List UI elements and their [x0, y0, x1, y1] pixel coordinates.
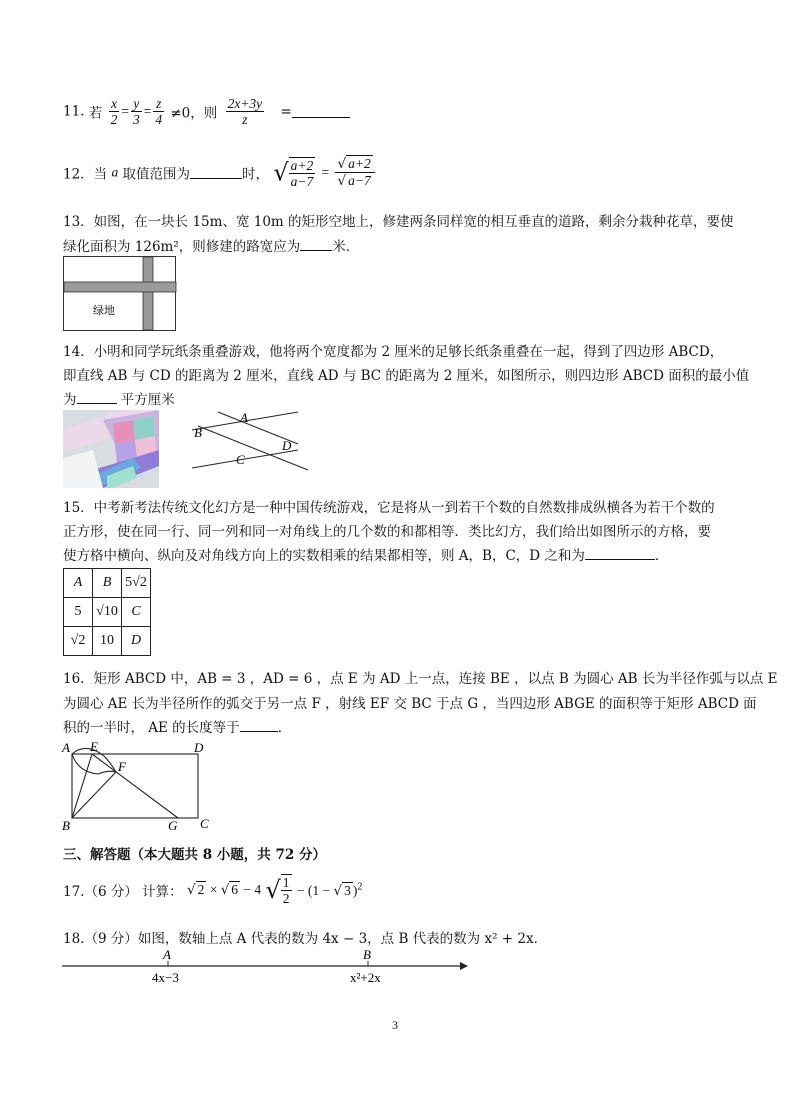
q13-line1: 13．如图，在一块长 15m、宽 10m 的矩形空地上，修建两条同样宽的相互垂直的道路，剩余分栽种花草，要使 [63, 214, 734, 230]
cell-r3c1: √2 [64, 627, 93, 656]
paper-strips-photo [63, 410, 159, 488]
label-C: C [200, 816, 209, 831]
vertical-road [143, 257, 153, 330]
q12-after: 时， [242, 166, 270, 183]
q15-line1: 15．中考新考法传统文化幻方是一种中国传统游戏，它是将从一到若干个数的自然数排成纵横各为若干个数的 [63, 500, 715, 516]
q14-line1: 14．小明和同学玩纸条重叠游戏，他将两个宽度都为 2 厘米的足够长纸条重叠在一起，得到了四边形 ABCD， [63, 344, 724, 360]
q12-var: a [111, 164, 119, 180]
question-17: 17.（6 分） 计算： √ 2 × √ 6 − 4 √ $\frac{1}{2}$ − (1 − √ 3 )$^2$ [63, 875, 363, 906]
cell-r1c3: 5√2 [122, 569, 151, 598]
cell-r3c3: D [122, 627, 151, 656]
cell-r1c1: A [64, 569, 93, 598]
point-A-label: A [163, 948, 171, 962]
label-F: F [118, 759, 126, 774]
label-E: E [90, 739, 98, 754]
cell-r1c2: B [93, 569, 122, 598]
q11-prefix: 若 [88, 105, 103, 122]
answer-blank[interactable] [77, 391, 117, 404]
label-B: B [62, 818, 70, 833]
q18-line: 18.（9 分）如图，数轴上点 A 代表的数为 4x − 3，点 B 代表的数为 x² + 2x． [63, 931, 548, 947]
q15-line3: 使方格中横向、纵向及对角线方向上的实数相乘的结果都相等，则 A，B，C，D 之和为 ． [63, 548, 669, 564]
field-border [64, 257, 176, 331]
answer-blank[interactable] [240, 719, 278, 732]
fraction-expression: $\frac{2x+3y}{z}$ [227, 96, 263, 127]
q12-number: 12．当 [63, 166, 108, 183]
answer-blank[interactable] [190, 166, 242, 179]
label-G: G [168, 818, 178, 833]
cell-r2c3: C [122, 598, 151, 627]
point-A-value: 4x−3 [152, 970, 179, 985]
label-A: A [240, 410, 248, 425]
fraction-y-over-3: $\frac{y}{3}$ [132, 96, 140, 127]
q16-line2: 为圆心 AE 长为半径所作的弧交于另一点 F ，射线 EF 交 BC 于点 G ，当四边形 ABGE 的面积等于矩形 ABCD 面 [63, 696, 757, 712]
cell-r2c2: √10 [93, 598, 122, 627]
answer-blank[interactable] [585, 547, 655, 560]
page-number: 3 [392, 1018, 398, 1032]
parallelogram-diagram [180, 410, 310, 488]
q14-line2: 即直线 AB 与 CD 的距离为 2 厘米，直线 AD 与 BC 的距离为 2 厘米，如图所示，则四边形 ABCD 面积的最小值 [63, 368, 750, 384]
label-D: D [282, 438, 292, 453]
magic-square [63, 568, 151, 656]
label-A: A [62, 740, 70, 755]
answer-blank[interactable] [300, 238, 332, 251]
fraction-z-over-4: $\frac{z}{4}$ [155, 96, 163, 127]
q16-line3: 积的一半时， AE 的长度等于 ． [63, 720, 292, 736]
q11-equals: = [280, 103, 292, 120]
label-C: C [236, 452, 245, 467]
number-line [60, 948, 470, 990]
field-label: 绿地 [93, 304, 115, 317]
q14-line3: 为 平方厘米 [63, 392, 175, 408]
point-B-value: x²+2x [350, 970, 381, 985]
q16-line1: 16．矩形 ABCD 中，AB = 3 ，AD = 6 ，点 E 为 AD 上一点，连接 BE ，以点 B 为圆心 AB 长为半径作弧与以点 E [63, 671, 778, 687]
cell-r2c1: 5 [64, 598, 93, 627]
sqrt-fraction: $\frac{a+2}{a-7}$ [290, 157, 314, 189]
question-12: 12．当 a 取值范围为 时， √ $\frac{a+2}{a-7}$ = $\frac{√ a+2}{√ a-7}$ [63, 156, 377, 196]
q12-mid: 取值范围为 [122, 166, 191, 183]
fraction-x-over-2: $\frac{x}{2}$ [110, 96, 118, 127]
fraction-of-roots: $\frac{√ a+2}{√ a-7}$ [335, 156, 374, 189]
rectangle-diagram [60, 738, 220, 834]
answer-blank[interactable] [292, 105, 350, 118]
point-B-label: B [363, 948, 371, 962]
field-diagram [63, 256, 177, 332]
label-D: D [194, 740, 204, 755]
question-11: 11. 若 $\frac{x}{2}$ = $\frac{y}{3}$ = $\frac{z}{4}$ ≠0，则 $\frac{2x+3y}{z}$ = [63, 96, 350, 136]
label-B: B [194, 425, 202, 440]
q11-neq: ≠0，则 [170, 105, 218, 122]
horizontal-road [64, 282, 176, 292]
q13-line2: 绿化面积为 126m²，则修建的路宽应为 米． [63, 239, 360, 255]
cell-r3c2: 10 [93, 627, 122, 656]
q15-line2: 正方形，使在同一行、同一列和同一对角线上的几个数的和都相等．类比幻方，我们给出如图所示的方格，要 [63, 524, 711, 540]
arrow-icon [460, 962, 468, 970]
section-heading: 三、解答题（本大题共 8 小题，共 72 分） [63, 847, 326, 863]
q11-number: 11. [63, 103, 85, 120]
